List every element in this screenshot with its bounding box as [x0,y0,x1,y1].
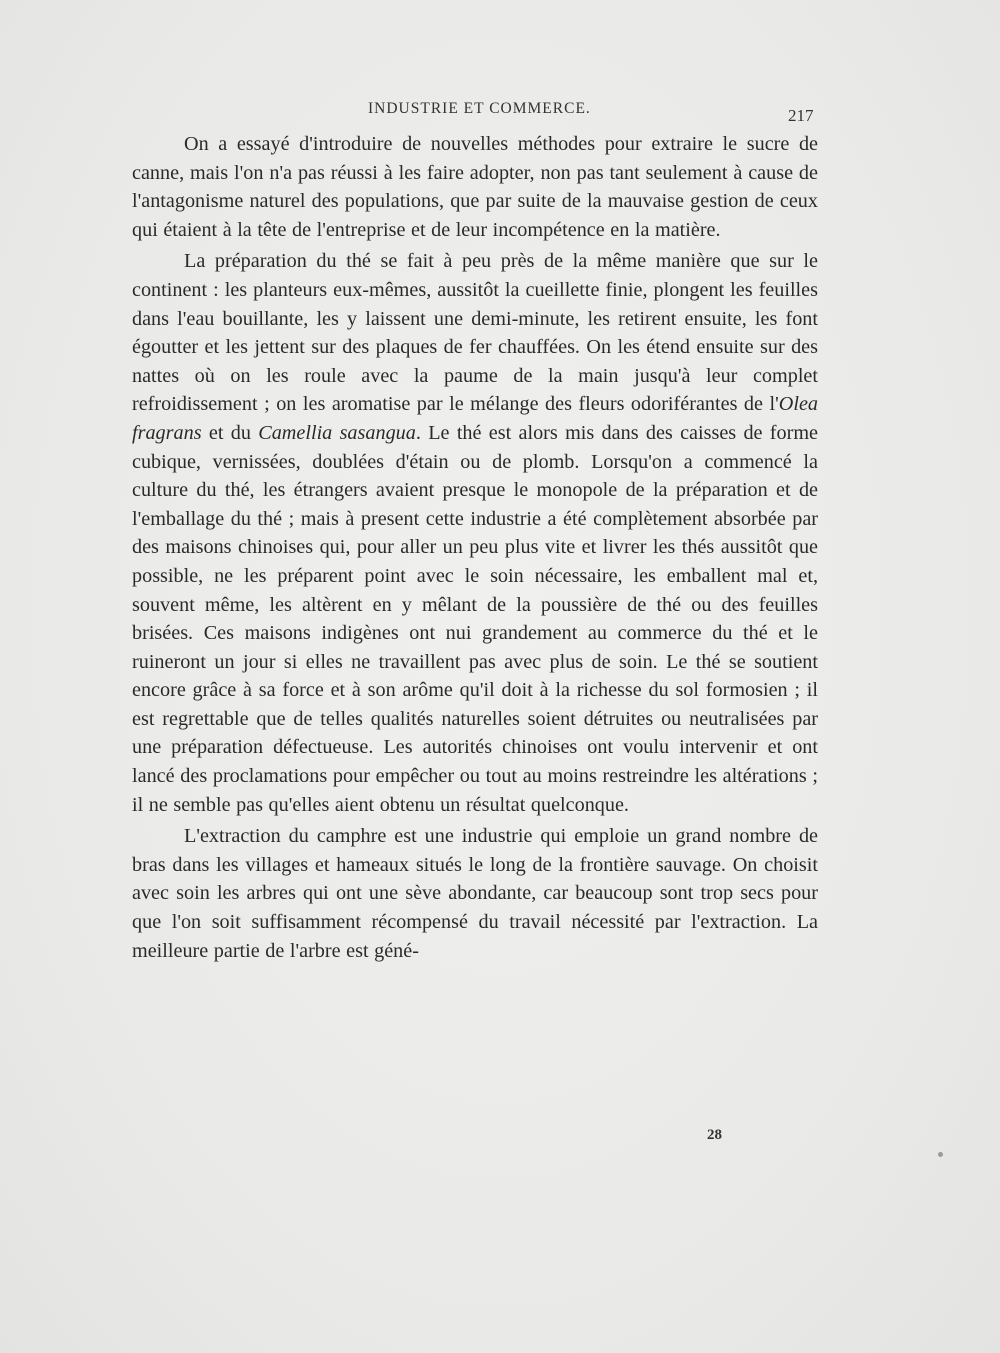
signature-mark: 28 [707,1127,722,1143]
running-title: INDUSTRIE ET COMMERCE. [368,100,591,117]
botanical-name-camellia: Camellia sasangua [258,421,416,444]
paragraph-tea-text-2: et du [201,421,259,444]
paragraph-tea [132,247,818,819]
paragraph-tea-text-1: La préparation du thé se fait à peu près de la même manière que sur le continent : les planteurs eux-mêmes, aussitôt la cueillette finie, plongent les feuilles dans l'eau bouillante, les y laissent une demi-minute, les retirent ensuite, les font égoutter et les jettent sur des plaques de fer chauffées. On les étend ensuite sur des nattes où on les roule avec la paume de la main jusqu'à leur complet refroidissement ; on les aromatise par le mélange des fleurs odoriférantes de l' [132,250,818,416]
body-text [132,130,818,966]
paragraph-sugar-text: On a essayé d'introduire de nouvelles méthodes pour extraire le sucre de canne, mais l'on n'a pas réussi à les faire adopter, non pas tant seulement à cause de l'antagonisme naturel des populations, que par suite de la mauvaise gestion de ceux qui étaient à la tête de l'entreprise et de leur incompétence en la matière. [132,133,818,241]
paragraph-tea-text-3: . Le thé est alors mis dans des caisses de forme cubique, vernissées, doublées d'étain ou de plomb. Lorsqu'on a commencé la culture du thé, les étrangers avaient presque le monopole de la préparation et de l'emballage du thé ; mais à present cette industrie a été complètement absorbée par des maisons chinoises qui, pour aller un peu plus vite et livrer les thés aussitôt que possible, ne les préparent point avec le soin nécessaire, les emballent mal et, souvent même, les altèrent en y mêlant de la poussière de thé ou des feuilles brisées. Ces maisons indigènes ont nui grandement au commerce du thé et le ruineront un jour si elles ne travaillent pas avec plus de soin. Le thé se soutient encore grâce à sa force et à son arôme qu'il doit à la richesse du sol formosien ; il est regrettable que de telles qualités naturelles soient détruites ou neutralisées par une préparation défectueuse. Les autorités chinoises ont voulu intervenir et ont lancé des proclamations pour empêcher ou tout au moins restreindre les altérations ; il ne semble pas qu'elles aient obtenu un résultat quelconque. [132,421,819,816]
paragraph-camphor-text: L'extraction du camphre est une industrie qui emploie un grand nombre de bras dans les villages et hameaux situés le long de la frontière sauvage. On choisit avec soin les arbres qui ont une sève abondante, car beaucoup sont trop secs pour que l'on soit suffisamment récompensé du travail nécessité par l'extraction. La meilleure partie de l'arbre est géné- [132,825,818,962]
page-number: 217 [788,106,814,125]
paragraph-camphor [132,822,818,965]
paper-speck [938,1152,943,1157]
running-head [0,96,1000,126]
paragraph-sugar [132,130,818,244]
botanical-name-olea: Olea fragrans [132,393,818,444]
